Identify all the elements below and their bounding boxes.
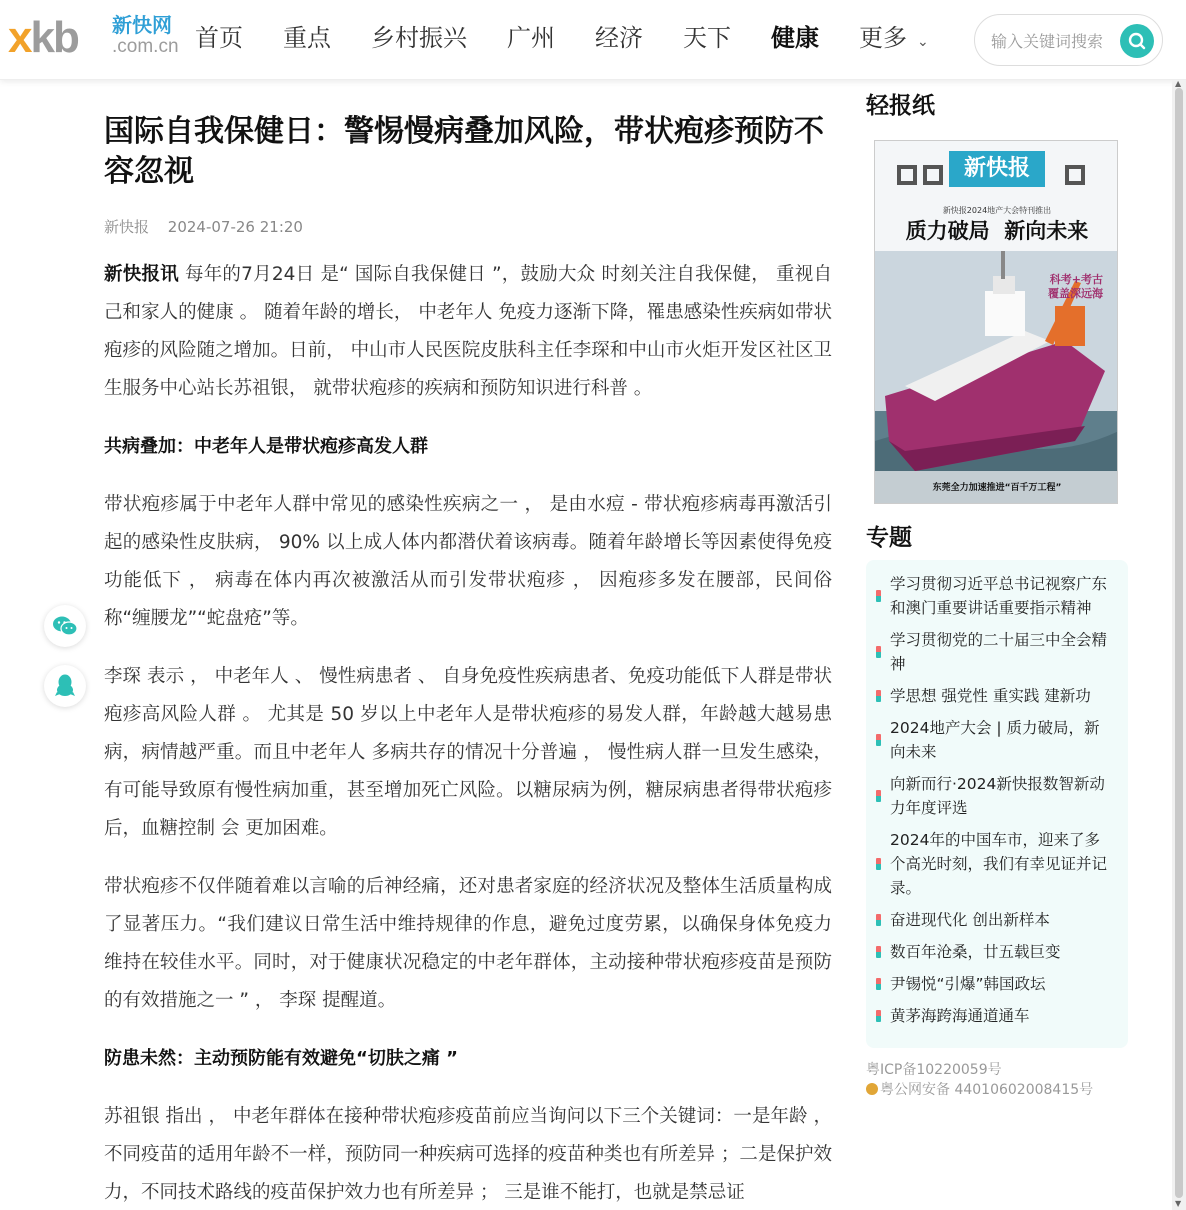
topic-item[interactable] — [876, 572, 1108, 620]
share-wechat-button[interactable] — [44, 605, 86, 647]
topic-item[interactable] — [876, 828, 1108, 900]
sidebar — [866, 88, 1128, 1100]
police-record-row[interactable] — [866, 1080, 1128, 1100]
topic-label: 学习贯彻党的二十届三中全会精神 — [890, 631, 1108, 673]
logo-name: 新快网 — [112, 13, 172, 37]
paragraph-text: 每年的7月24日 是“ 国际自我保健日 ”，鼓励大众 时刻关注自我保健， 重视自己和家人的健康 。 随着年龄的增长， 中老年人 免疫力逐渐下降，罹患感染性疾病如带状疱疹的风险随之增加。日前， 中山市人民医院皮肤科主任李琛和中山市火炬开发区社区卫生服务中心站长苏祖银， 就带状疱疹的疾病和预防知识进行科普 。 — [104, 264, 832, 399]
topic-label: 学习贯彻习近平总书记视察广东和澳门重要讲话重要指示精神 — [890, 575, 1108, 617]
bullet-icon — [876, 590, 881, 602]
topic-label: 尹锡悦“引爆”韩国政坛 — [890, 975, 1046, 993]
scroll-down-icon[interactable]: ▼ — [1175, 1199, 1182, 1208]
topic-item[interactable] — [876, 716, 1108, 764]
article-subheading: 防患未然：主动预防能有效避免“切肤之痛 ” — [104, 1048, 458, 1069]
bullet-icon — [876, 790, 881, 802]
topics-list — [866, 560, 1128, 1048]
nav-guangzhou[interactable]: 广州 — [507, 24, 555, 52]
newspaper-masthead: 新快报 — [963, 156, 1030, 181]
article — [104, 112, 832, 1210]
article-meta — [104, 216, 832, 238]
nav-home[interactable]: 首页 — [195, 24, 243, 52]
logo-brand: xkb — [8, 13, 78, 62]
wechat-icon — [52, 615, 78, 637]
nav-world[interactable]: 天下 — [683, 24, 731, 52]
article-datetime: 2024-07-26 21:20 — [167, 218, 303, 236]
topic-item[interactable] — [876, 684, 1108, 708]
site-logo[interactable] — [8, 14, 188, 64]
topic-label: 黄茅海跨海通道通车 — [890, 1007, 1030, 1025]
topic-item[interactable] — [876, 1004, 1108, 1028]
topic-item[interactable] — [876, 908, 1108, 932]
police-record: 粤公网安备 44010602008415号 — [880, 1082, 1094, 1098]
chevron-down-icon: ⌄ — [917, 34, 929, 50]
topic-label: 学思想 强党性 重实践 建新功 — [890, 687, 1091, 705]
newspaper-section-title: 轻报纸 — [866, 88, 935, 124]
police-badge-icon — [866, 1083, 878, 1095]
icp-record[interactable]: 粤ICP备10220059号 — [866, 1062, 1002, 1078]
newspaper-cover[interactable] — [874, 140, 1118, 504]
article-paragraph: 带状疱疹属于中老年人群中常见的感染性疾病之一 ， 是由水痘 - 带状疱疹病毒再激活引起的感染性皮肤病， 90% 以上成人体内都潜伏着该病毒。随着年龄增长等因素使得免疫功能低下 ， 病毒在体内再次被激活从而引发带状疱疹 ， 因疱疹多发在腰部，民间俗称“缠腰龙”“蛇盘疮”等。 — [104, 494, 832, 629]
site-header — [0, 0, 1186, 80]
scroll-thumb[interactable] — [1175, 88, 1183, 1198]
site-footer — [866, 1060, 1128, 1100]
nav-more[interactable] — [859, 0, 929, 80]
topic-label: 2024年的中国车市，迎来了多个高光时刻，我们有幸见证并记录。 — [890, 831, 1108, 897]
newspaper-corner-text: 科考+考古 覆盖深远海 — [1048, 273, 1103, 300]
search-box — [974, 14, 1163, 66]
article-paragraph: 李琛 表示 ， 中老年人 、 慢性病患者 、 自身免疫性疾病患者、免疫功能低下人群是带状疱疹高风险人群 。 尤其是 50 岁以上中老年人是带状疱疹的易发人群，年龄越大越易患病，病情越严重。而且中老年人 多病共存的情况十分普遍 ， 慢性病人群一旦发生感染，有可能导致原有慢性病加重，甚至增加死亡风险。以糖尿病为例，糖尿病患者得带状疱疹后，血糖控制 会 更加困难。 — [104, 666, 832, 839]
bullet-icon — [876, 646, 881, 658]
scroll-up-icon[interactable]: ▲ — [1175, 79, 1182, 88]
article-paragraph: 带状疱疹不仅伴随着难以言喻的后神经痛，还对患者家庭的经济状况及整体生活质量构成了显著压力。“我们建议日常生活中维持规律的作息，避免过度劳累，以确保身体免疫力维持在较佳水平。同时，对于健康状况稳定的中老年群体，主动接种带状疱疹疫苗是预防的有效措施之一 ” ， 李琛 提醒道。 — [104, 876, 832, 1011]
topics-section-title: 专题 — [866, 520, 912, 556]
qq-icon — [55, 674, 75, 698]
page-scrollbar[interactable] — [1172, 80, 1186, 1210]
newspaper-headline: 质力破局 新向未来 — [905, 219, 1089, 243]
nav-economy[interactable]: 经济 — [595, 24, 643, 52]
article-paragraph — [104, 256, 832, 408]
topic-item[interactable] — [876, 628, 1108, 676]
bullet-icon — [876, 1010, 881, 1022]
nav-more-label: 更多 — [859, 24, 907, 52]
search-button[interactable] — [1120, 24, 1154, 58]
article-paragraph: 苏祖银 指出 ， 中老年群体在接种带状疱疹疫苗前应当询问以下三个关键词：一是年龄 ，不同疫苗的适用年龄不一样，预防同一种疾病可选择的疫苗种类也有所差异 ；二是保护效力，不同技术路线的疫苗保护效力也有所差异 ； 三是谁不能打，也就是禁忌证 — [104, 1106, 832, 1203]
article-source: 新快报 — [104, 218, 150, 236]
nav-health[interactable]: 健康 — [771, 0, 819, 80]
bullet-icon — [876, 858, 881, 870]
topic-label: 奋进现代化 创出新样本 — [890, 911, 1050, 929]
topic-label: 2024地产大会 | 质力破局，新向未来 — [890, 719, 1100, 761]
main-nav — [195, 0, 969, 80]
search-icon — [1127, 31, 1147, 51]
newspaper-bottom-text: 东莞全力加速推进“百千万工程” — [932, 483, 1062, 493]
topic-item[interactable] — [876, 940, 1108, 964]
share-qq-button[interactable] — [44, 665, 86, 707]
article-subheading: 共病叠加：中老年人是带状疱疹高发人群 — [104, 436, 428, 457]
lead-tag: 新快报讯 — [104, 264, 179, 285]
topic-label: 向新而行·2024新快报数智新动力年度评选 — [890, 775, 1105, 817]
nav-focus[interactable]: 重点 — [283, 24, 331, 52]
topic-item[interactable] — [876, 772, 1108, 820]
topic-item[interactable] — [876, 972, 1108, 996]
bullet-icon — [876, 946, 881, 958]
article-title: 国际自我保健日：警惕慢病叠加风险，带状疱疹预防不容忽视 — [104, 114, 824, 189]
newspaper-special-line: 新快报2024地产大会特刊推出 — [942, 206, 1052, 215]
search-input[interactable] — [991, 27, 1111, 55]
logo-domain: .com.cn — [112, 36, 179, 57]
topic-label: 数百年沧桑，廿五载巨变 — [890, 943, 1061, 961]
bullet-icon — [876, 978, 881, 990]
bullet-icon — [876, 690, 881, 702]
newspaper-cover-image — [875, 141, 1118, 504]
bullet-icon — [876, 914, 881, 926]
nav-rural[interactable]: 乡村振兴 — [371, 24, 467, 52]
bullet-icon — [876, 734, 881, 746]
